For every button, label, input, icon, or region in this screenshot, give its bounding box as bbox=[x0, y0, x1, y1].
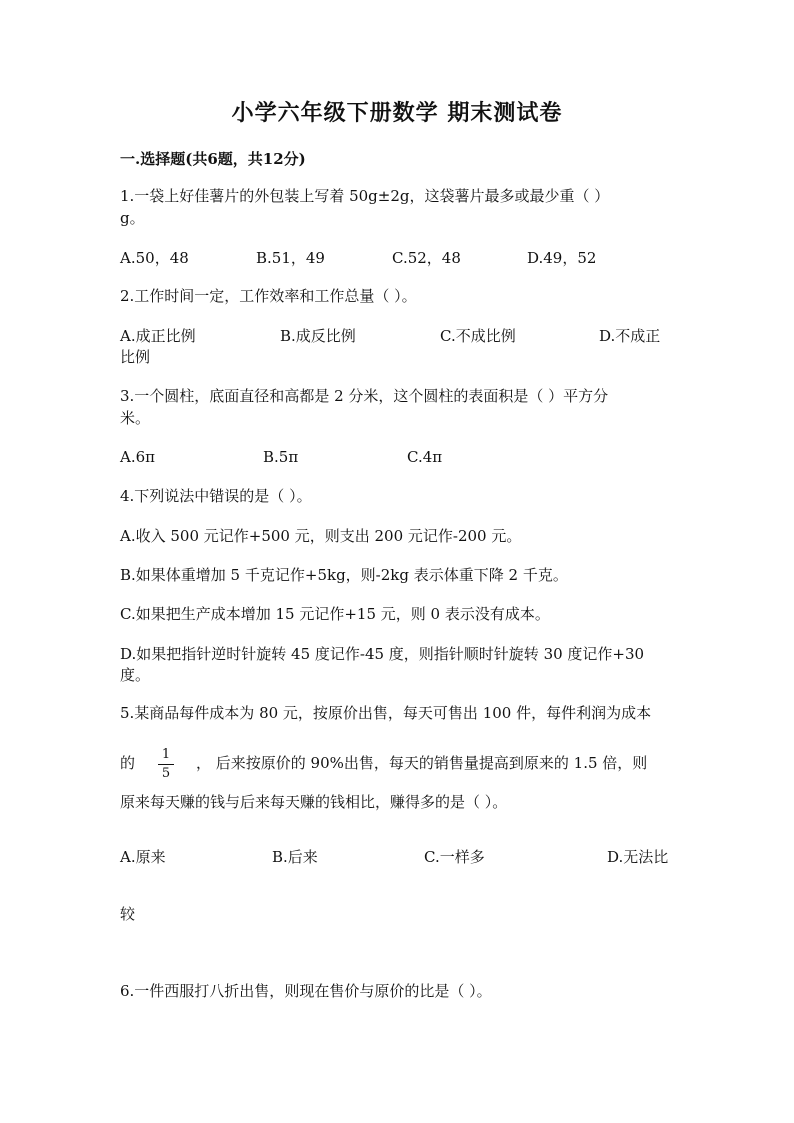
question-2-option-b: B.成反比例 bbox=[280, 327, 356, 345]
question-4-option-c: C.如果把生产成本增加 15 元记作+15 元，则 0 表示没有成本。 bbox=[120, 605, 550, 623]
question-2-text: 2.工作时间一定，工作效率和工作总量（ ）。 bbox=[120, 287, 417, 305]
question-4-option-a: A.收入 500 元记作+500 元，则支出 200 元记作-200 元。 bbox=[120, 527, 522, 545]
question-5-text: 5.某商品每件成本为 80 元，按原价出售，每天可售出 100 件，每件利润为成本 bbox=[120, 704, 652, 722]
fraction-numerator: 1 bbox=[161, 747, 171, 762]
fraction-one-fifth bbox=[158, 748, 174, 781]
question-5-text-prefix: 的 bbox=[120, 754, 136, 772]
question-1-option-b: B.51，49 bbox=[256, 249, 325, 267]
question-5-option-d-wrap: 较 bbox=[120, 905, 136, 923]
section-heading: 一.选择题(共6题，共12分) bbox=[120, 150, 306, 168]
question-1-option-a: A.50，48 bbox=[120, 249, 189, 267]
question-2-option-d: D.不成正 bbox=[599, 327, 661, 345]
fraction-denominator: 5 bbox=[161, 766, 171, 781]
question-3-text: 3.一个圆柱，底面直径和高都是 2 分米，这个圆柱的表面积是（ ）平方分 bbox=[120, 387, 609, 405]
page-title: 小学六年级下册数学 期末测试卷 bbox=[231, 100, 563, 126]
question-1-option-c: C.52，48 bbox=[392, 249, 461, 267]
question-4-option-d-wrap: 度。 bbox=[120, 666, 151, 684]
question-5-text-suffix: ， 后来按原价的 90%出售，每天的销售量提高到原来的 1.5 倍，则 bbox=[196, 754, 648, 772]
question-1-text: 1.一袋上好佳薯片的外包装上写着 50g±2g，这袋薯片最多或最少重（ ） bbox=[120, 187, 610, 205]
question-3-option-c: C.4π bbox=[407, 448, 443, 466]
question-3-option-a: A.6π bbox=[120, 448, 156, 466]
question-5-option-d: D.无法比 bbox=[607, 848, 669, 866]
question-4-option-d: D.如果把指针逆时针旋转 45 度记作-45 度，则指针顺时针旋转 30 度记作+30 bbox=[120, 645, 645, 663]
question-5-option-b: B.后来 bbox=[272, 848, 318, 866]
question-2-option-a: A.成正比例 bbox=[120, 327, 196, 345]
question-5-text-line3: 原来每天赚的钱与后来每天赚的钱相比，赚得多的是（ ）。 bbox=[120, 793, 508, 811]
question-1-text-wrap: g。 bbox=[120, 209, 145, 227]
question-5-option-a: A.原来 bbox=[120, 848, 166, 866]
fraction-bar bbox=[158, 764, 174, 765]
question-2-option-d-wrap: 比例 bbox=[120, 348, 151, 366]
question-4-option-b: B.如果体重增加 5 千克记作+5kg，则-2kg 表示体重下降 2 千克。 bbox=[120, 566, 568, 584]
question-5-option-c: C.一样多 bbox=[424, 848, 485, 866]
question-4-text: 4.下列说法中错误的是（ ）。 bbox=[120, 487, 312, 505]
question-2-option-c: C.不成比例 bbox=[440, 327, 516, 345]
question-1-option-d: D.49，52 bbox=[527, 249, 597, 267]
question-3-option-b: B.5π bbox=[263, 448, 299, 466]
question-3-text-wrap: 米。 bbox=[120, 409, 151, 427]
question-6-text: 6.一件西服打八折出售，则现在售价与原价的比是（ ）。 bbox=[120, 982, 492, 1000]
